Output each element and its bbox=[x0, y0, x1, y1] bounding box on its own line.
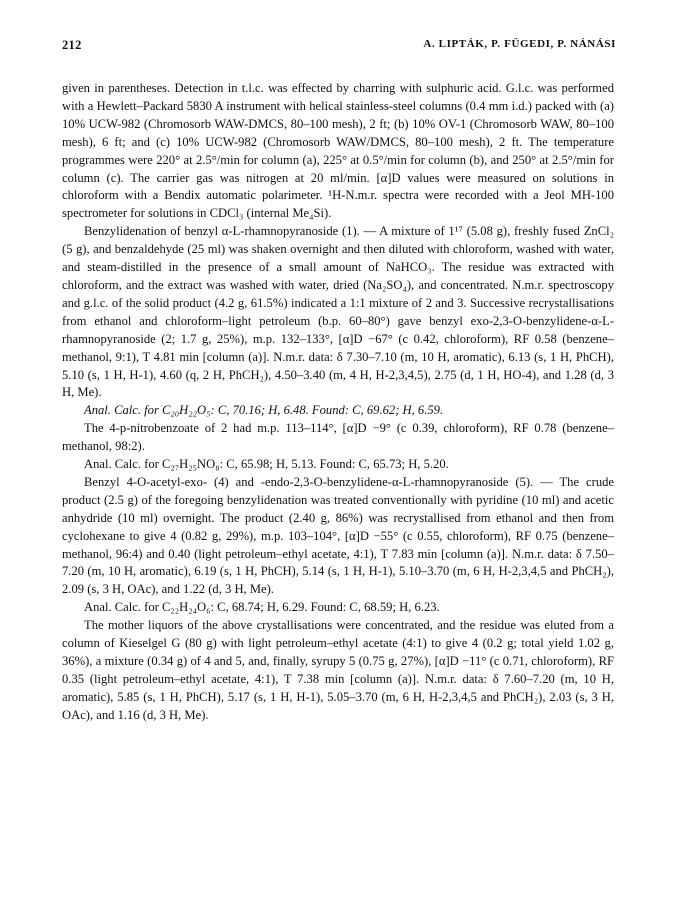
paragraph-analysis-nitrobenzoate: Anal. Calc. for C₂₇H₂₅NO₈: C, 65.98; H, 5.13. Found: C, 65.73; H, 5.20. bbox=[84, 457, 449, 472]
paragraph-benzylidenation: Benzylidenation of benzyl α-L-rhamnopyranoside (1). — A mixture of 1¹⁷ (5.08 g), freshly fused ZnCl₂ (5 g), and benzaldehyde (25 ml) was shaken overnight and then diluted with chloroform, washed with water, and steam-distilled in the presence of a small amount of NaHCO₃. The residue was extracted with chloroform, and the extract was washed with water, dried (Na₂SO₄), and concentrated. N.m.r. spectroscopy and g.l.c. of the solid product (4.2 g, 61.5%) indicated a 1:1 mixture of 2 and 3. Successive recrystallisations from ethanol and chloroform–light petroleum (b.p. 60–80°) gave benzyl exo-2,3-O-benzylidene-α-L-rhamnopyranoside (2; 1.7 g, 25%), m.p. 132–133°, [α]D −67° (c 0.42, chloroform), RF 0.58 (benzene–methanol, 9:1), T 4.81 min [column (a)]. N.m.r. data: δ 7.30–7.10 (m, 10 H, aromatic), 6.13 (s, 1 H, PhCH), 5.10 (s, 1 H, H-1), 4.60 (q, 2 H, PhCH₂), 4.50–3.40 (m, 4 H, H-2,3,4,5), 2.75 (d, 1 H, HO-4), and 1.28 (d, 3 H, Me). bbox=[62, 224, 614, 400]
running-head-authors: A. LIPTÁK, P. FÜGEDI, P. NÁNÁSI bbox=[423, 38, 616, 50]
paragraph-mother-liquors: The mother liquors of the above crystallisations were concentrated, and the residue was eluted from a column of Kieselgel G (80 g) with light petroleum–ethyl acetate (4:1) to give 4 (0.2 g; total yield 1.02 g, 36%), a mixture (0.34 g) of 4 and 5, and, finally, syrupy 5 (0.75 g, 27%), [α]D −11° (c 0.71, chloroform), RF 0.35 (light petroleum–ethyl acetate, 4:1), T 7.38 min [column (a)]. N.m.r. data: δ 7.60–7.20 (m, 10 H, aromatic), 5.85 (s, 1 H, PhCH), 5.17 (s, 1 H, H-1), 5.05–3.70 (m, 6 H, H-2,3,4,5 and PhCH₂), 2.03 (s, 3 H, OAc), and 1.16 (d, 3 H, Me). bbox=[62, 618, 614, 722]
paragraph-nitrobenzoate: The 4-p-nitrobenzoate of 2 had m.p. 113–114°, [α]D −9° (c 0.39, chloroform), RF 0.78 (benzene–methanol, 98:2). bbox=[62, 421, 614, 454]
page-number: 212 bbox=[62, 38, 82, 52]
page-header bbox=[62, 38, 616, 58]
paragraph-analysis-2: Anal. Calc. for C₂₀H₂₂O₅: C, 70.16; H, 6.48. Found: C, 69.62; H, 6.59. bbox=[84, 403, 444, 418]
body-text bbox=[62, 80, 614, 725]
paragraph-analysis-4: Anal. Calc. for C₂₂H₂₄O₆: C, 68.74; H, 6.29. Found: C, 68.59; H, 6.23. bbox=[84, 600, 440, 615]
paragraph-acetylation: Benzyl 4-O-acetyl-exo- (4) and -endo-2,3-O-benzylidene-α-L-rhamnopyranoside (5). — The crude product (2.5 g) of the foregoing benzylidenation was treated conventionally with pyridine (10 ml) and acetic anhydride (10 ml) overnight. The product (2.40 g, 86%) was recrystallised from ethanol and then from cyclohexane to give 4 (0.82 g, 29%), m.p. 103–104°, [α]D −55° (c 0.55, chloroform), RF 0.75 (benzene–methanol, 96:4) and 0.40 (light petroleum–ethyl acetate, 4:1), T 7.83 min [column (a)]. N.m.r. data: δ 7.50–7.20 (m, 10 H, aromatic), 6.19 (s, 1 H, PhCH), 5.14 (s, 1 H, H-1), 5.10–3.70 (m, 6 H, H-2,3,4,5 and PhCH₂), 2.09 (s, 3 H, OAc), and 1.22 (d, 3 H, Me). bbox=[62, 474, 614, 597]
paragraph-methods: given in parentheses. Detection in t.l.c. was effected by charring with sulphuric acid. G.l.c. was performed with a Hewlett–Packard 5830 A instrument with helical stainless-steel columns (0.4 mm i.d.) packed with (a) 10% UCW-982 (Chromosorb WAW-DMCS, 80–100 mesh), 2 ft; (b) 10% OV-1 (Chromosorb WAW, 80–100 mesh), 6 ft; and (c) 10% UCW-982 (Chromosorb WAW/DMCS, 80–100 mesh), 2 ft. The temperature programmes were 220° at 2.5°/min for column (a), 225° at 0.5°/min for column (b), and 250° at 2.5°/min for column (c). The carrier gas was nitrogen at 20 ml/min. [α]D values were measured on solutions in chloroform with a Bendix automatic polarimeter. ¹H-N.m.r. spectra were recorded with a Jeol MH-100 spectrometer for solutions in CDCl₃ (internal Me₄Si). bbox=[62, 81, 614, 221]
